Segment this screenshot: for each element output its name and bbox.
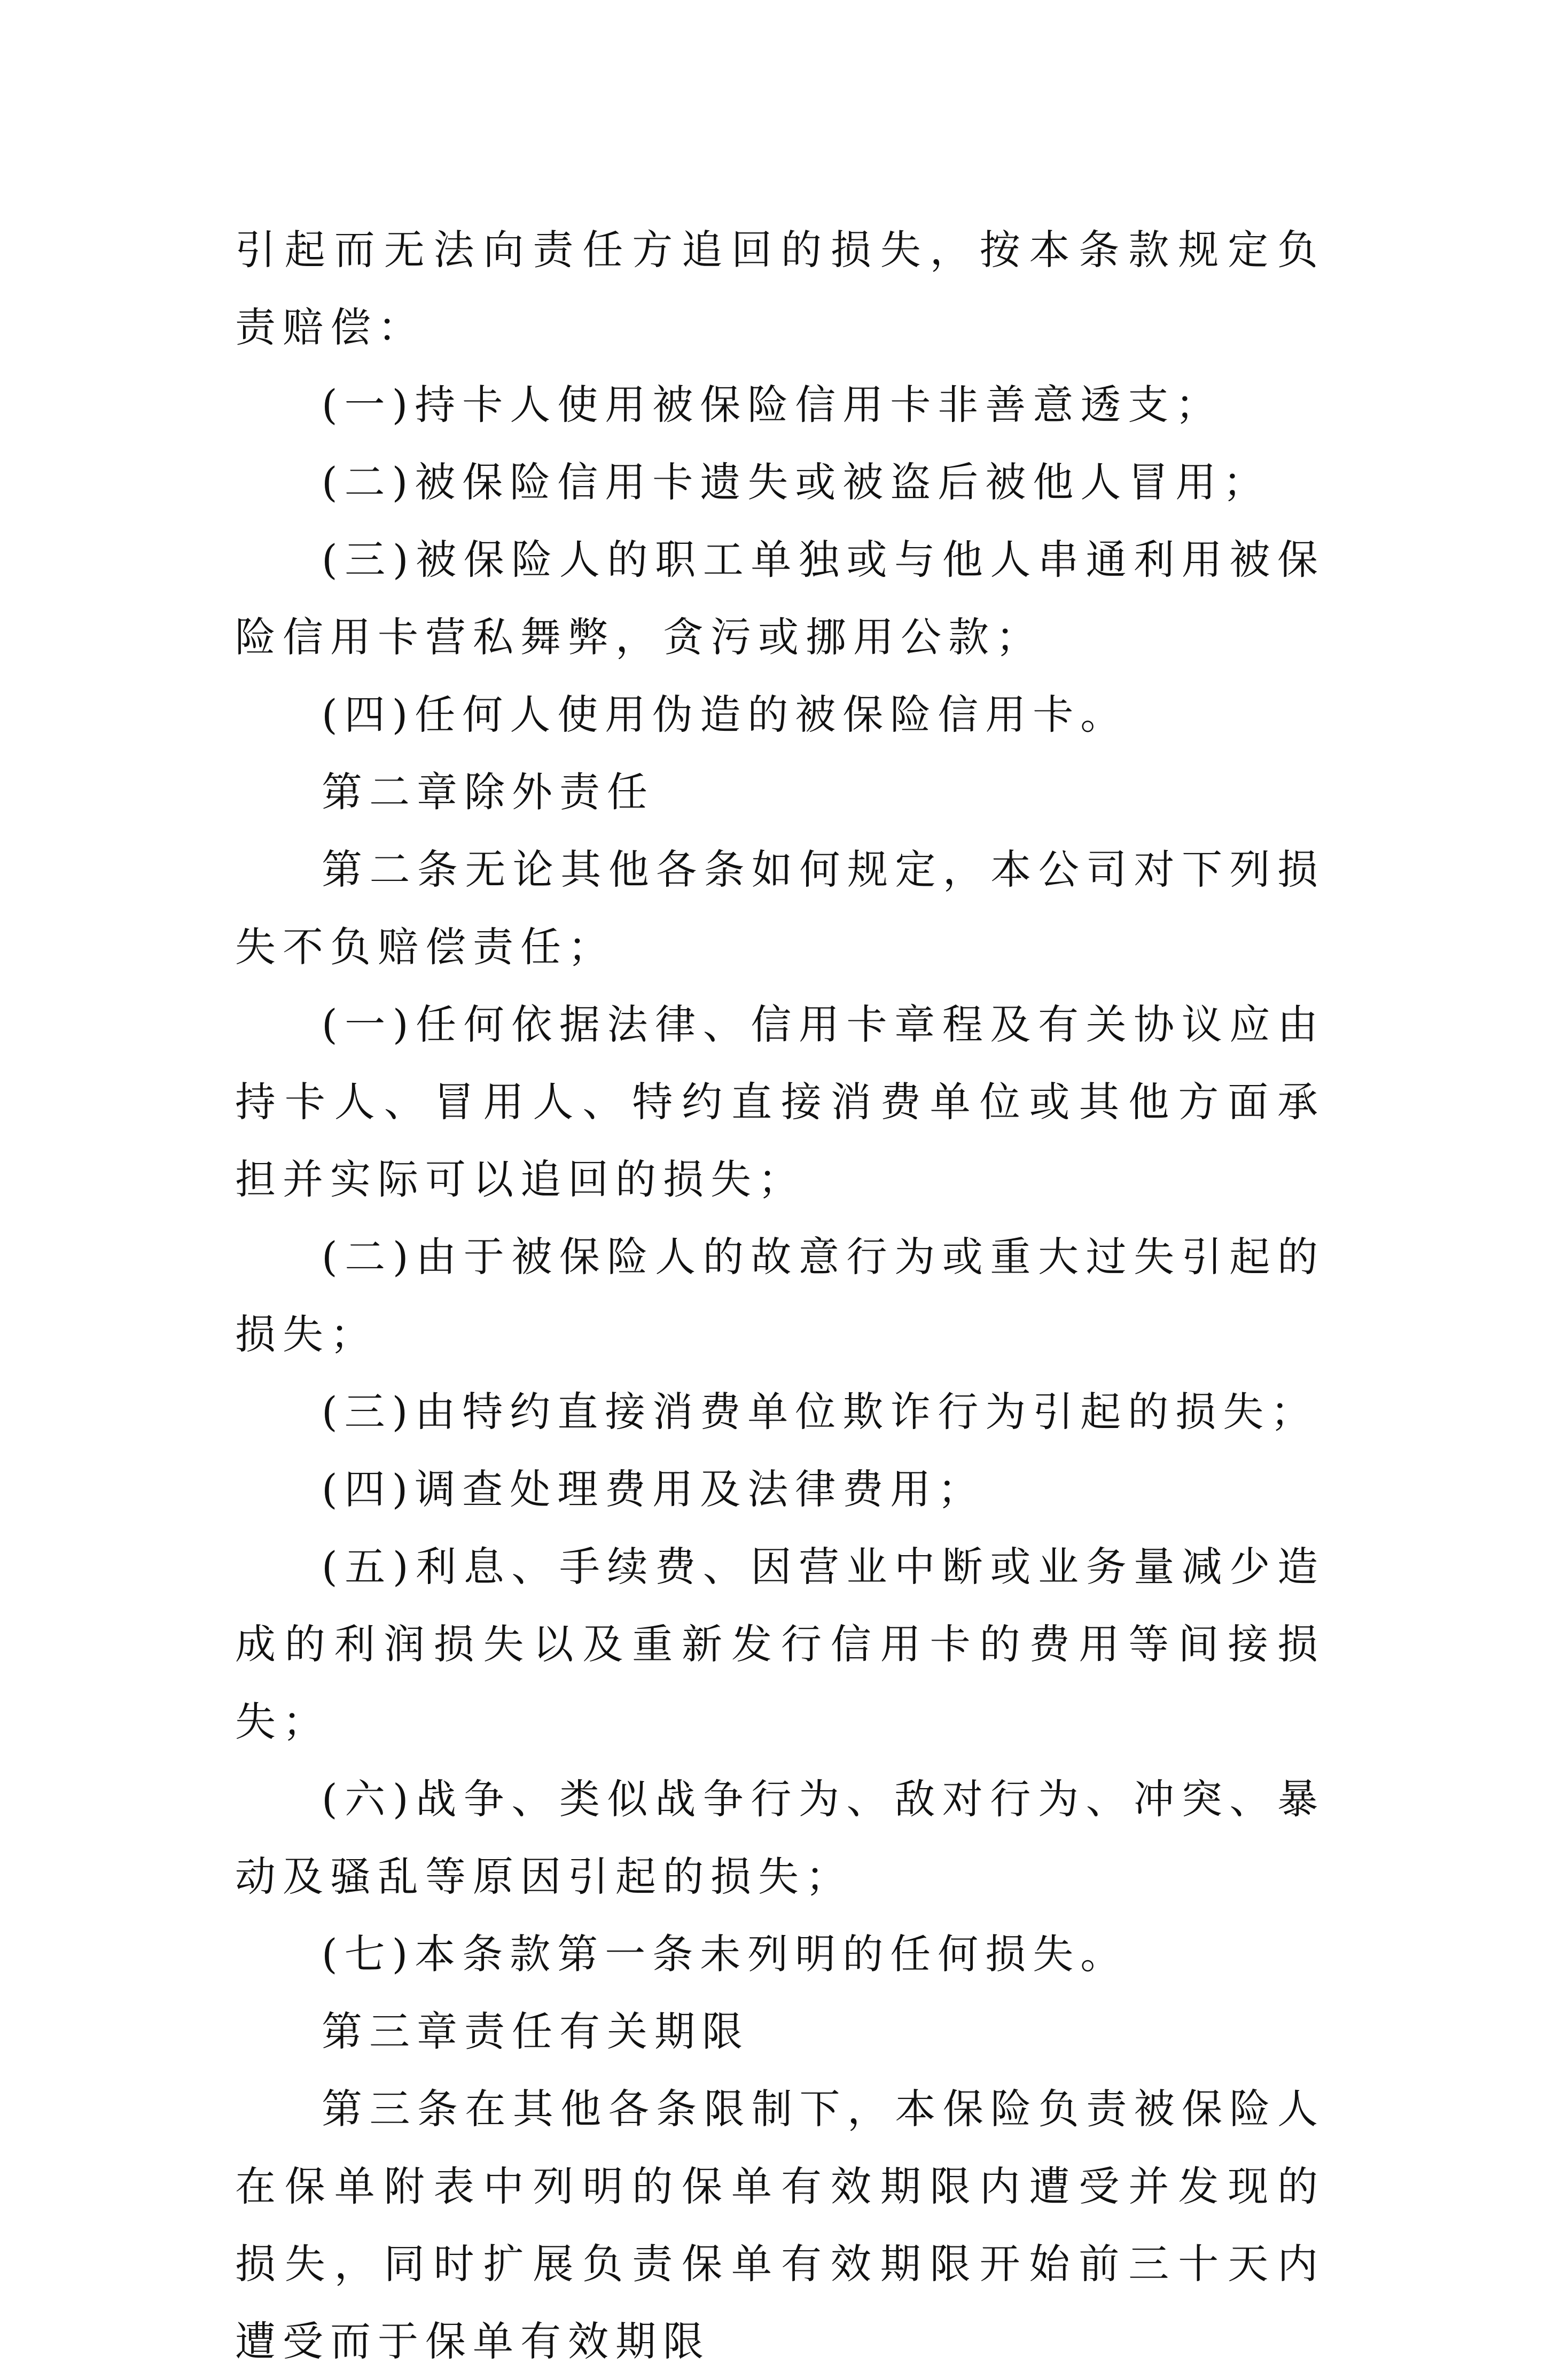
paragraph-3: (二)被保险信用卡遗失或被盗后被他人冒用； (322, 458, 1271, 506)
paragraph-11: (四)调查处理费用及法律费用； (322, 1465, 986, 1513)
paragraph-13: (六)战争、类似战争行为、敌对行为、冲突、暴动及骚乱等原因引起的损失； (235, 1775, 1325, 1900)
chapter-heading-3: 第三章责任有关期限 (322, 2008, 749, 2055)
paragraph-1: 引起而无法向责任方追回的损失，按本条款规定负责赔偿： (235, 226, 1325, 351)
paragraph-8: (一)任何依据法律、信用卡章程及有关协议应由持卡人、冒用人、特约直接消费单位或其他方面承担并实际可以追回的损失； (235, 1001, 1325, 1203)
paragraph-9: (二)由于被保险人的故意行为或重大过失引起的损失； (235, 1233, 1325, 1358)
paragraph-5: (四)任何人使用伪造的被保险信用卡。 (322, 691, 1128, 738)
paragraph-12: (五)利息、手续费、因营业中断或业务量减少造成的利润损失以及重新发行信用卡的费用等间接损失； (235, 1543, 1325, 1745)
paragraph-4: (三)被保险人的职工单独或与他人串通利用被保险信用卡营私舞弊，贪污或挪用公款； (235, 536, 1325, 661)
paragraph-10: (三)由特约直接消费单位欺诈行为引起的损失； (322, 1388, 1318, 1435)
chapter-heading-2: 第二章除外责任 (322, 768, 654, 816)
paragraph-2: (一)持卡人使用被保险信用卡非善意透支； (322, 381, 1223, 428)
paragraph-7: 第二条无论其他各条如何规定，本公司对下列损失不负赔偿责任； (235, 846, 1325, 971)
paragraph-14: (七)本条款第一条未列明的任何损失。 (322, 1930, 1128, 1978)
body-text (235, 211, 1325, 2380)
paragraph-16: 第三条在其他各条限制下，本保险负责被保险人在保单附表中列明的保单有效期限内遭受并发现的损失，同时扩展负责保单有效期限开始前三十天内遭受而于保单有效期限 (235, 2085, 1325, 2365)
